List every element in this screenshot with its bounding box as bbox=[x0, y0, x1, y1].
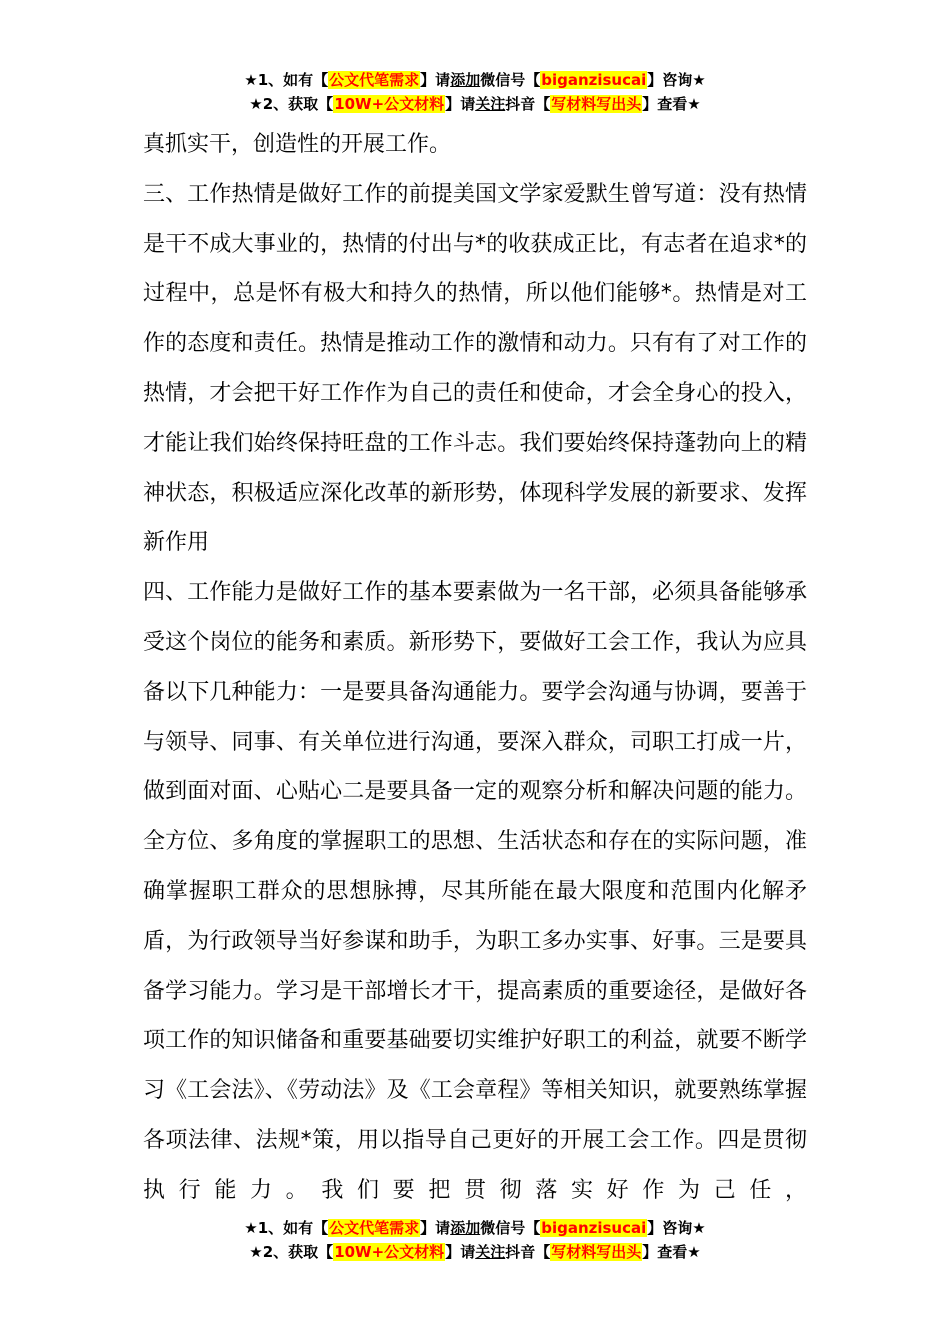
footer-line-2-mid-2: 抖音【 bbox=[505, 1243, 551, 1261]
banner-line-2-emphasis: 关注 bbox=[475, 95, 506, 113]
footer-line-1-mid-2: 微信号【 bbox=[480, 1219, 541, 1237]
footer-line-1-highlight-wechat: biganzisucai bbox=[541, 1219, 647, 1237]
banner-line-1-suffix: 】咨询★ bbox=[647, 71, 706, 89]
footer-line-1-mid: 】请 bbox=[420, 1219, 451, 1237]
banner-line-2-mid: 】请 bbox=[445, 95, 476, 113]
footer-line-1-emphasis: 添加 bbox=[450, 1219, 481, 1237]
footer-line-1-suffix: 】咨询★ bbox=[647, 1219, 706, 1237]
footer-line-2-suffix: 】查看★ bbox=[642, 1243, 701, 1261]
banner-line-2-highlight-materials: 10W+公文材料 bbox=[334, 95, 445, 113]
document-body bbox=[143, 120, 807, 1216]
banner-line-2-highlight-douyin: 写材料写出头 bbox=[551, 95, 642, 113]
banner-line-1-emphasis: 添加 bbox=[450, 71, 481, 89]
banner-line-1-mid: 】请 bbox=[420, 71, 451, 89]
banner-line-1 bbox=[0, 68, 950, 92]
banner-line-1-highlight-service: 公文代笔需求 bbox=[329, 71, 420, 89]
footer-line-1-prefix: ★1、如有【 bbox=[244, 1219, 329, 1237]
footer-line-2-emphasis: 关注 bbox=[475, 1243, 506, 1261]
footer-line-1-highlight-service: 公文代笔需求 bbox=[329, 1219, 420, 1237]
footer-banner bbox=[0, 1216, 950, 1264]
header-banner bbox=[0, 68, 950, 116]
banner-line-1-prefix: ★1、如有【 bbox=[244, 71, 329, 89]
banner-line-2-prefix: ★2、获取【 bbox=[249, 95, 334, 113]
banner-line-1-mid-2: 微信号【 bbox=[480, 71, 541, 89]
footer-line-2-highlight-materials: 10W+公文材料 bbox=[334, 1243, 445, 1261]
banner-line-1-highlight-wechat: biganzisucai bbox=[541, 71, 647, 89]
footer-line-2 bbox=[0, 1240, 950, 1264]
paragraph-section-four: 四、工作能力是做好工作的基本要素做为一名干部，必须具备能够承受这个岗位的能务和素质。新形势下，要做好工会工作，我认为应具备以下几种能力：一是要具备沟通能力。要学会沟通与协调，要善于与领导、同事、有关单位进行沟通，要深入群众，司职工打成一片，做到面对面、心贴心二是要具备一定的观察分析和解决问题的能力。全方位、多角度的掌握职工的思想、生活状态和存在的实际问题，准确掌握职工群众的思想脉搏，尽其所能在最大限度和范围内化解矛盾，为行政领导当好参谋和助手，为职工多办实事、好事。三是要具备学习能力。学习是干部增长才干，提高素质的重要途径，是做好各项工作的知识储备和重要基础要切实维护好职工的利益，就要不断学习《工会法》、《劳动法》及《工会章程》等相关知识，就要熟练掌握各项法律、法规*策，用以指导自己更好的开展工会工作。四是贯彻执行能力。我们要把贯彻落实好作为己任， bbox=[143, 580, 807, 1203]
banner-line-2-suffix: 】查看★ bbox=[642, 95, 701, 113]
paragraph-section-three: 三、工作热情是做好工作的前提美国文学家爱默生曾写道：没有热情是干不成大事业的，热情的付出与*的收获成正比，有志者在追求*的过程中，总是怀有极大和持久的热情，所以他们能够*。热情是对工作的态度和责任。热情是推动工作的激情和动力。只有有了对工作的热情，才会把干好工作作为自己的责任和使命，才会全身心的投入，才能让我们始终保持旺盘的工作斗志。我们要始终保持蓬勃向上的精神状态，积极适应深化改革的新形势，体现科学发展的新要求、发挥新作用 bbox=[143, 181, 807, 556]
footer-line-1 bbox=[0, 1216, 950, 1240]
footer-line-2-mid: 】请 bbox=[445, 1243, 476, 1261]
banner-line-2-mid-2: 抖音【 bbox=[505, 95, 551, 113]
footer-line-2-prefix: ★2、获取【 bbox=[249, 1243, 334, 1261]
paragraph-continuation: 真抓实干，创造性的开展工作。 bbox=[143, 132, 452, 157]
banner-line-2 bbox=[0, 92, 950, 116]
footer-line-2-highlight-douyin: 写材料写出头 bbox=[551, 1243, 642, 1261]
